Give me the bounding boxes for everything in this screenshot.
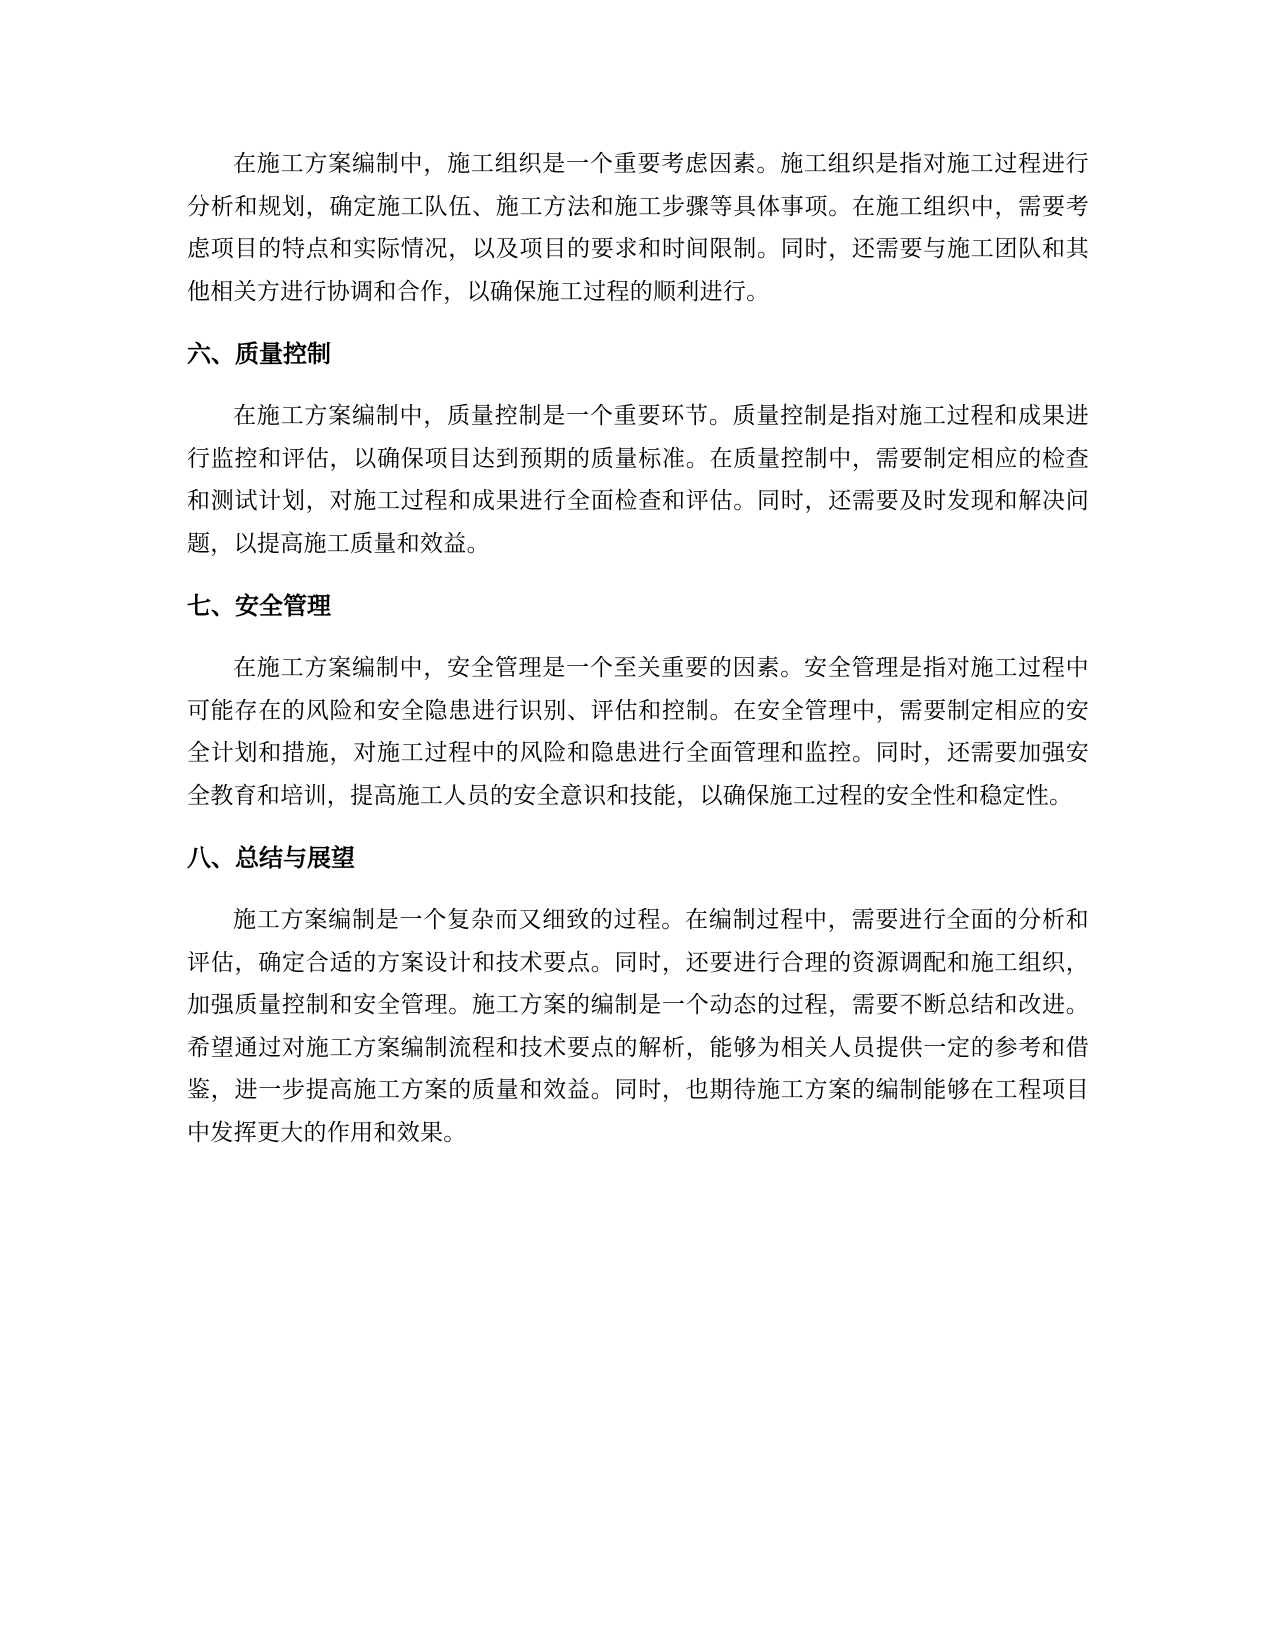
section-heading-safety-management: 七、安全管理: [187, 592, 331, 620]
document-body: [187, 143, 1089, 1154]
paragraph-construction-organization: 在施工方案编制中，施工组织是一个重要考虑因素。施工组织是指对施工过程进行分析和规划，确定施工队伍、施工方法和施工步骤等具体事项。在施工组织中，需要考虑项目的特点和实际情况，以及项目的要求和时间限制。同时，还需要与施工团队和其他相关方进行协调和合作，以确保施工过程的顺利进行。: [187, 151, 1089, 305]
section-heading-summary-outlook: 八、总结与展望: [187, 844, 355, 872]
paragraph-safety-management: 在施工方案编制中，安全管理是一个至关重要的因素。安全管理是指对施工过程中可能存在的风险和安全隐患进行识别、评估和控制。在安全管理中，需要制定相应的安全计划和措施，对施工过程中的风险和隐患进行全面管理和监控。同时，还需要加强安全教育和培训，提高施工人员的安全意识和技能，以确保施工过程的安全性和稳定性。: [187, 655, 1089, 809]
section-heading-quality-control: 六、质量控制: [187, 340, 331, 368]
paragraph-quality-control: 在施工方案编制中，质量控制是一个重要环节。质量控制是指对施工过程和成果进行监控和评估，以确保项目达到预期的质量标准。在质量控制中，需要制定相应的检查和测试计划，对施工过程和成果进行全面检查和评估。同时，还需要及时发现和解决问题，以提高施工质量和效益。: [187, 403, 1089, 557]
paragraph-summary-outlook: 施工方案编制是一个复杂而又细致的过程。在编制过程中，需要进行全面的分析和评估，确定合适的方案设计和技术要点。同时，还要进行合理的资源调配和施工组织，加强质量控制和安全管理。施工方案的编制是一个动态的过程，需要不断总结和改进。希望通过对施工方案编制流程和技术要点的解析，能够为相关人员提供一定的参考和借鉴，进一步提高施工方案的质量和效益。同时，也期待施工方案的编制能够在工程项目中发挥更大的作用和效果。: [187, 907, 1089, 1146]
